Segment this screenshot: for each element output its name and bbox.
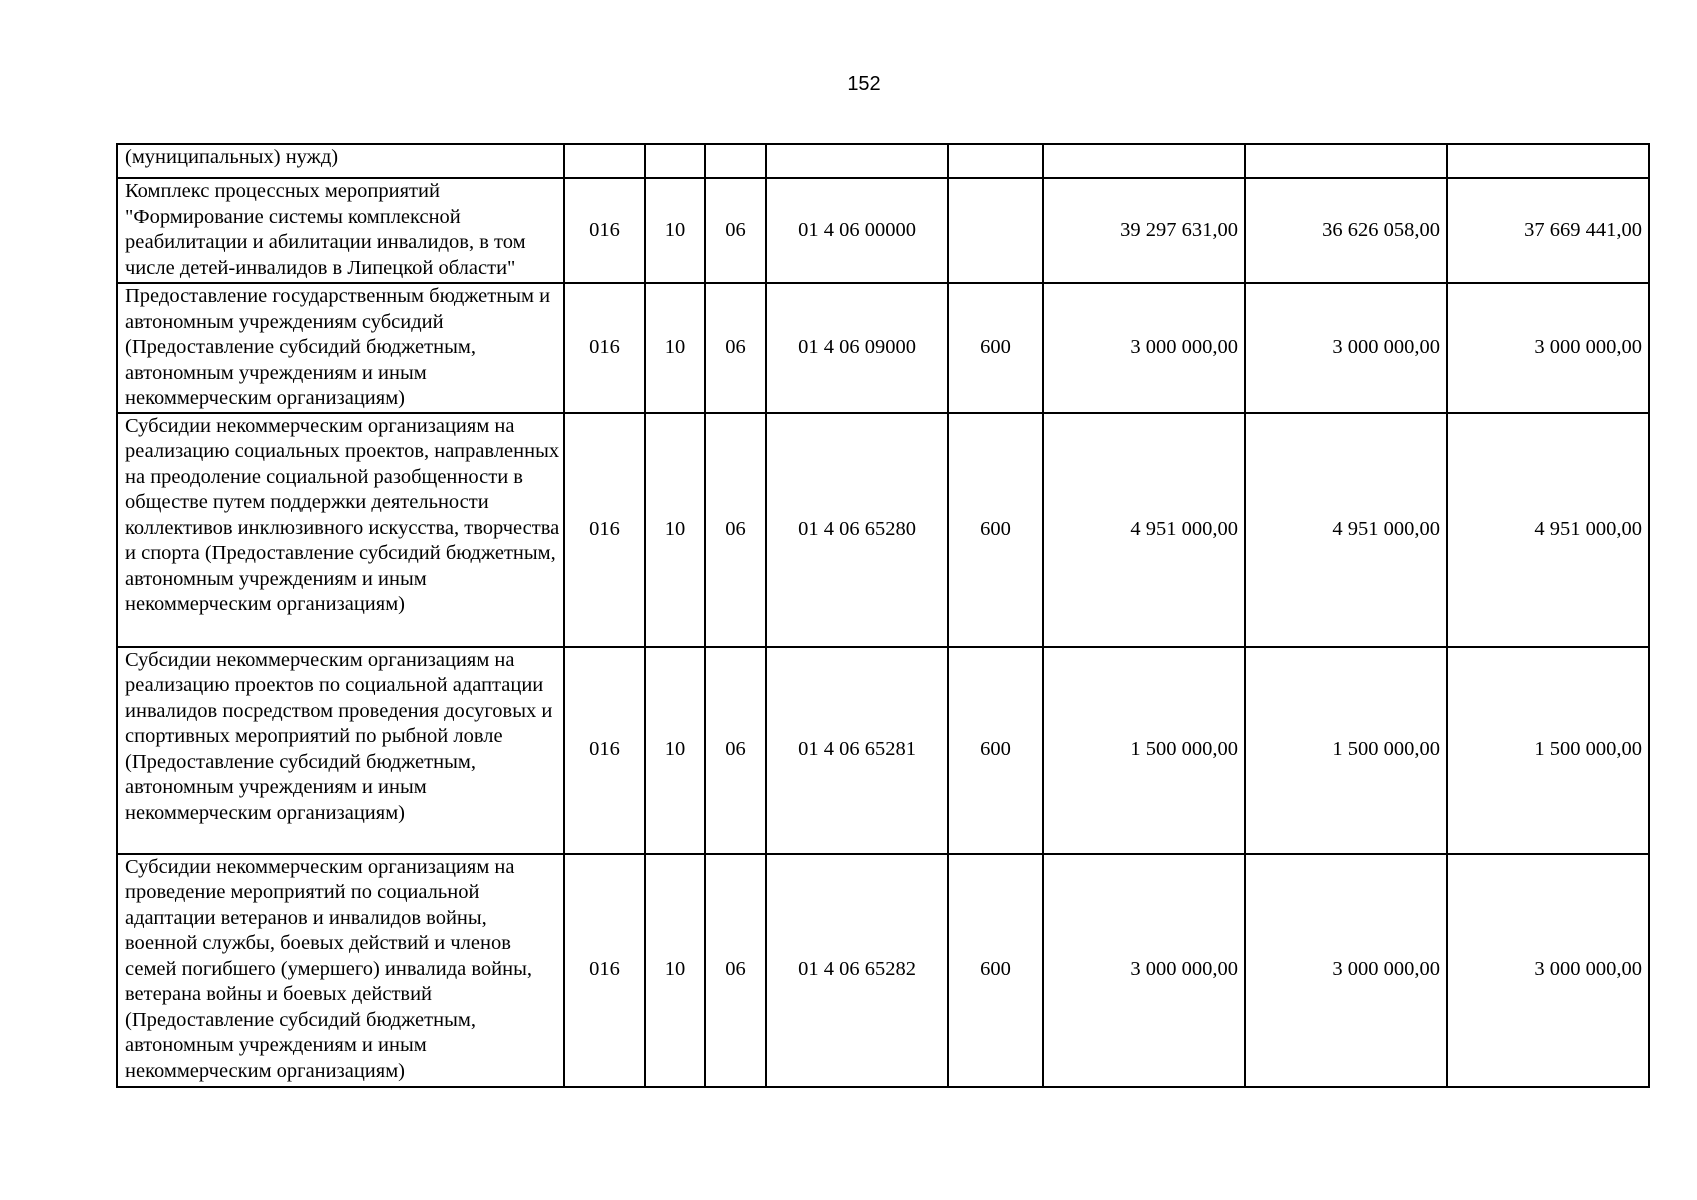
grbs-code: 016 [564,283,645,413]
target-article-code: 01 4 06 65281 [766,647,948,854]
subsection-code [705,144,766,178]
expense-type-code: 600 [948,854,1043,1087]
amount-year-2: 36 626 058,00 [1245,178,1447,283]
table-row [117,413,1649,647]
amount-year-2 [1245,144,1447,178]
table-row [117,647,1649,854]
row-description: Предоставление государственным бюджетным и автономным учреждениям субсидий (Предоставление субсидий бюджетным, автономным учреждениям и иным некоммерческим организациям) [117,283,564,413]
row-description: Субсидии некоммерческим организациям на реализацию проектов по социальной адаптации инвалидов посредством проведения досуговых и спортивных мероприятий по рыбной ловле (Предоставление субсидий бюджетным, автономным учреждениям и иным некоммерческим организациям) [117,647,564,854]
expense-type-code: 600 [948,647,1043,854]
budget-table [116,143,1650,1088]
expense-type-code [948,144,1043,178]
table-row [117,178,1649,283]
row-description: Субсидии некоммерческим организациям на проведение мероприятий по социальной адаптации ветеранов и инвалидов войны, военной службы, боевых действий и членов семей погибшего (умершего) инвалида войны, ветерана войны и боевых действий (Предоставление субсидий бюджетным, автономным учреждениям и иным некоммерческим организациям) [117,854,564,1087]
target-article-code: 01 4 06 09000 [766,283,948,413]
section-code: 10 [645,413,705,647]
grbs-code: 016 [564,647,645,854]
amount-year-3: 3 000 000,00 [1447,854,1649,1087]
table-row [117,144,1649,178]
subsection-code: 06 [705,854,766,1087]
amount-year-2: 3 000 000,00 [1245,283,1447,413]
amount-year-2: 4 951 000,00 [1245,413,1447,647]
amount-year-3 [1447,144,1649,178]
table-row [117,283,1649,413]
section-code: 10 [645,647,705,854]
grbs-code: 016 [564,413,645,647]
grbs-code: 016 [564,178,645,283]
subsection-code: 06 [705,283,766,413]
table-row [117,854,1649,1087]
page-number: 152 [847,73,881,95]
target-article-code: 01 4 06 65280 [766,413,948,647]
row-description: (муниципальных) нужд) [117,144,564,178]
expense-type-code: 600 [948,413,1043,647]
target-article-code [766,144,948,178]
amount-year-3: 4 951 000,00 [1447,413,1649,647]
amount-year-1: 3 000 000,00 [1043,283,1245,413]
row-description: Комплекс процессных мероприятий "Формирование системы комплексной реабилитации и абилитации инвалидов, в том числе детей-инвалидов в Липецкой области" [117,178,564,283]
amount-year-1: 39 297 631,00 [1043,178,1245,283]
expense-type-code: 600 [948,283,1043,413]
expense-type-code [948,178,1043,283]
amount-year-2: 3 000 000,00 [1245,854,1447,1087]
amount-year-1 [1043,144,1245,178]
target-article-code: 01 4 06 65282 [766,854,948,1087]
amount-year-3: 1 500 000,00 [1447,647,1649,854]
section-code: 10 [645,178,705,283]
subsection-code: 06 [705,413,766,647]
amount-year-3: 3 000 000,00 [1447,283,1649,413]
section-code: 10 [645,854,705,1087]
amount-year-1: 3 000 000,00 [1043,854,1245,1087]
grbs-code: 016 [564,854,645,1087]
target-article-code: 01 4 06 00000 [766,178,948,283]
grbs-code [564,144,645,178]
amount-year-1: 4 951 000,00 [1043,413,1245,647]
subsection-code: 06 [705,647,766,854]
section-code [645,144,705,178]
row-description: Субсидии некоммерческим организациям на реализацию социальных проектов, направленных на преодоление социальной разобщенности в обществе путем поддержки деятельности коллективов инклюзивного искусства, творчества и спорта (Предоставление субсидий бюджетным, автономным учреждениям и иным некоммерческим организациям) [117,413,564,647]
amount-year-1: 1 500 000,00 [1043,647,1245,854]
amount-year-3: 37 669 441,00 [1447,178,1649,283]
section-code: 10 [645,283,705,413]
subsection-code: 06 [705,178,766,283]
amount-year-2: 1 500 000,00 [1245,647,1447,854]
